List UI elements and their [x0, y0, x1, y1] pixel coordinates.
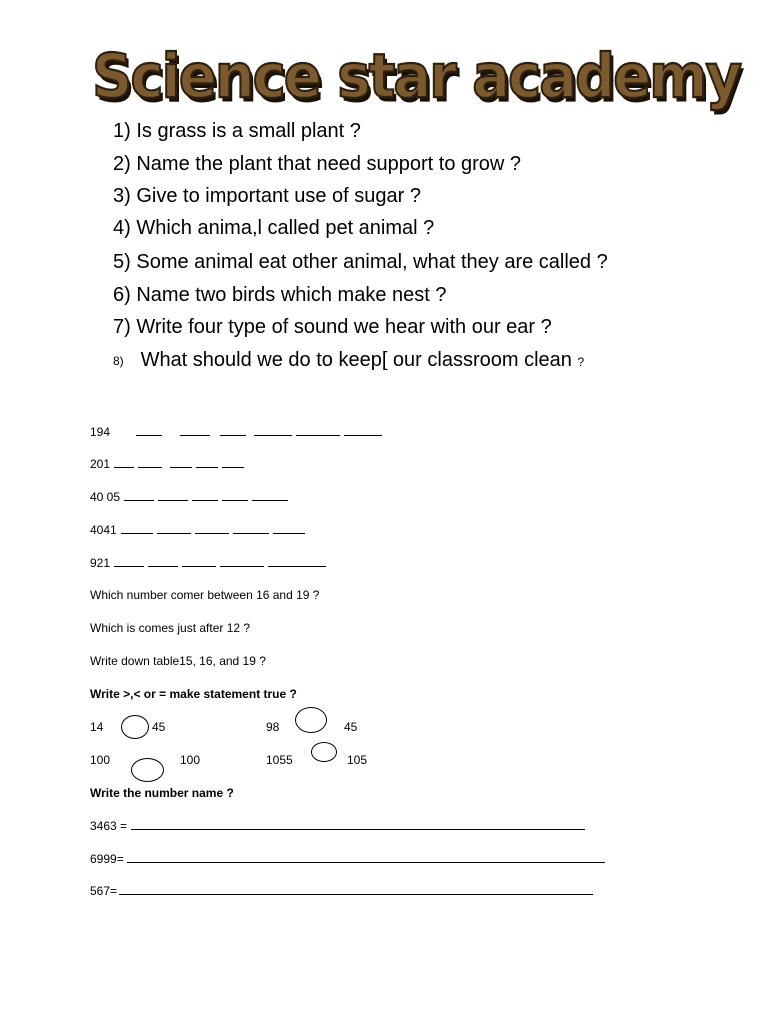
compare-left-value: 98 [266, 720, 280, 734]
answer-blank[interactable] [196, 456, 218, 468]
compare-right-value: 45 [344, 720, 358, 734]
answer-blank[interactable] [222, 456, 244, 468]
answer-blank[interactable] [252, 489, 288, 501]
number-name-row: 567= [90, 883, 597, 899]
compare-right-value: 100 [180, 753, 201, 767]
compare-right-value: 105 [347, 753, 368, 767]
answer-line[interactable] [131, 818, 585, 830]
number-row-194: 194 [90, 424, 386, 440]
compare-heading: Write >,< or = make statement true ? [90, 687, 297, 701]
question-8: 8) What should we do to keep[ our classroom clean ? [113, 349, 585, 371]
compare-circle[interactable] [131, 758, 164, 782]
math-question-1: Which number comer between 16 and 19 ? [90, 588, 320, 602]
answer-blank[interactable] [182, 555, 216, 567]
answer-blank[interactable] [114, 456, 134, 468]
question-4: 4) Which anima,l called pet animal ? [113, 217, 435, 239]
number-row-201: 201 [90, 456, 248, 472]
question-2: 2) Name the plant that need support to grow ? [113, 153, 522, 175]
compare-left-value: 1055 [266, 753, 293, 767]
question-3: 3) Give to important use of sugar ? [113, 185, 421, 207]
answer-blank[interactable] [296, 424, 340, 436]
compare-circle[interactable] [311, 742, 337, 762]
math-question-2: Which is comes just after 12 ? [90, 621, 251, 635]
number-name-row: 6999= [90, 851, 609, 867]
answer-blank[interactable] [220, 555, 264, 567]
number-row-4041: 4041 [90, 522, 309, 538]
answer-blank[interactable] [222, 489, 248, 501]
number-name-heading: Write the number name ? [90, 786, 234, 800]
compare-left-value: 100 [90, 753, 111, 767]
answer-blank[interactable] [121, 522, 153, 534]
answer-blank[interactable] [157, 522, 191, 534]
answer-blank[interactable] [180, 424, 210, 436]
question-6: 6) Name two birds which make nest ? [113, 284, 447, 306]
answer-line[interactable] [127, 851, 605, 863]
answer-blank[interactable] [124, 489, 154, 501]
compare-circle[interactable] [121, 715, 149, 739]
answer-blank[interactable] [220, 424, 246, 436]
compare-circle[interactable] [295, 707, 327, 733]
answer-blank[interactable] [138, 456, 162, 468]
question-7: 7) Write four type of sound we hear with our ear ? [113, 316, 552, 338]
answer-blank[interactable] [136, 424, 162, 436]
answer-blank[interactable] [195, 522, 229, 534]
page-title: Science star academy [92, 42, 740, 113]
number-row-4005: 40 05 [90, 489, 292, 505]
answer-blank[interactable] [273, 522, 305, 534]
number-row-921: 921 [90, 555, 330, 571]
answer-blank[interactable] [254, 424, 292, 436]
answer-blank[interactable] [148, 555, 178, 567]
compare-right-value: 45 [152, 720, 166, 734]
answer-blank[interactable] [268, 555, 326, 567]
answer-blank[interactable] [158, 489, 188, 501]
answer-blank[interactable] [344, 424, 382, 436]
question-1: 1) Is grass is a small plant ? [113, 120, 361, 142]
answer-blank[interactable] [170, 456, 192, 468]
answer-blank[interactable] [114, 555, 144, 567]
answer-blank[interactable] [192, 489, 218, 501]
answer-blank[interactable] [233, 522, 269, 534]
math-question-3: Write down table15, 16, and 19 ? [90, 654, 266, 668]
number-name-row: 3463 = [90, 818, 589, 834]
answer-line[interactable] [119, 883, 593, 895]
question-5: 5) Some animal eat other animal, what they are called ? [113, 251, 608, 273]
compare-left-value: 14 [90, 720, 104, 734]
